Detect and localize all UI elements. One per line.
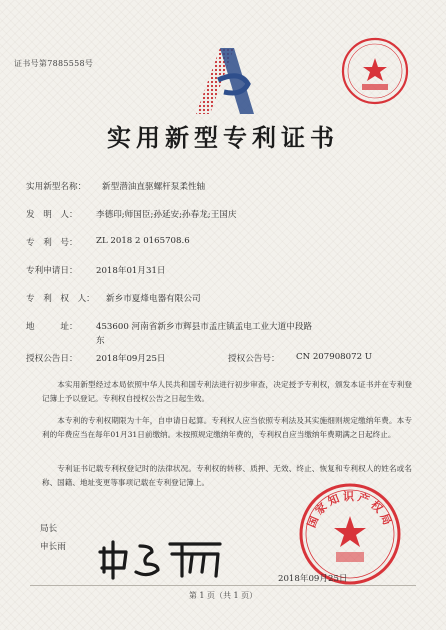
seal-text: 国家知识产权局	[304, 490, 396, 530]
name-value: 新型潜油直驱螺杆泵柔性轴	[102, 182, 206, 192]
footer-divider	[30, 585, 416, 586]
page-title: 实用新型专利证书	[107, 123, 339, 152]
certificate-number: 证书号第7885558号	[14, 59, 94, 68]
name-label: 实用新型名称：	[26, 182, 87, 192]
address-label: 地 址：	[26, 322, 78, 332]
grant-number-value: CN 207908072 U	[296, 352, 373, 362]
patent-number-label: 专 利 号：	[26, 238, 78, 248]
agency-seal-icon	[340, 36, 410, 106]
seal-date: 2018年09月25日	[278, 574, 348, 584]
patent-holder-label: 专 利 权 人：	[26, 294, 95, 304]
grant-date-label: 授权公告日：	[26, 354, 78, 364]
director-name: 申长雨	[40, 542, 66, 552]
patent-number-value: ZL 2018 2 0165708.6	[96, 236, 190, 246]
filing-date-value: 2018年01月31日	[96, 266, 166, 276]
signature-icon	[96, 538, 226, 580]
address-value-continued: 东	[96, 336, 105, 346]
patent-holder-value: 新乡市夏烽电器有限公司	[106, 294, 201, 304]
grant-number-label: 授权公告号：	[228, 354, 280, 364]
inventor-label: 发 明 人：	[26, 210, 78, 220]
grant-date-value: 2018年09月25日	[96, 354, 166, 364]
page-number: 第 1 页（共 1 页）	[188, 591, 258, 600]
director-title: 局长	[40, 524, 58, 534]
official-seal-icon	[298, 482, 402, 586]
filing-date-label: 专利申请日：	[26, 266, 78, 276]
patent-office-logo-icon	[190, 40, 260, 120]
inventor-value: 李德印;师国臣;孙延安;孙春龙;王国庆	[96, 210, 237, 220]
body-paragraph-3: 专利证书记载专利权登记时的法律状况。专利权的转移、质押、无效、终止、恢复和专利权人的姓名或名称、国籍、地址变更等事项记载在专利登记簿上。	[42, 464, 412, 487]
body-paragraph-1: 本实用新型经过本局依照中华人民共和国专利法进行初步审查，决定授予专利权，颁发本证书并在专利登记簿上予以登记。专利权自授权公告之日起生效。	[42, 380, 412, 403]
address-value: 453600 河南省新乡市辉县市孟庄镇孟电工业大道中段路	[96, 322, 313, 332]
body-paragraph-2: 本专利的专利权期限为十年，自申请日起算。专利权人应当依照专利法及其实施细则规定缴纳年费。本专利的年费应当在每年01月31日前缴纳。未按照规定缴纳年费的，专利权自应当缴纳年费期满之日起终止。	[42, 416, 412, 439]
